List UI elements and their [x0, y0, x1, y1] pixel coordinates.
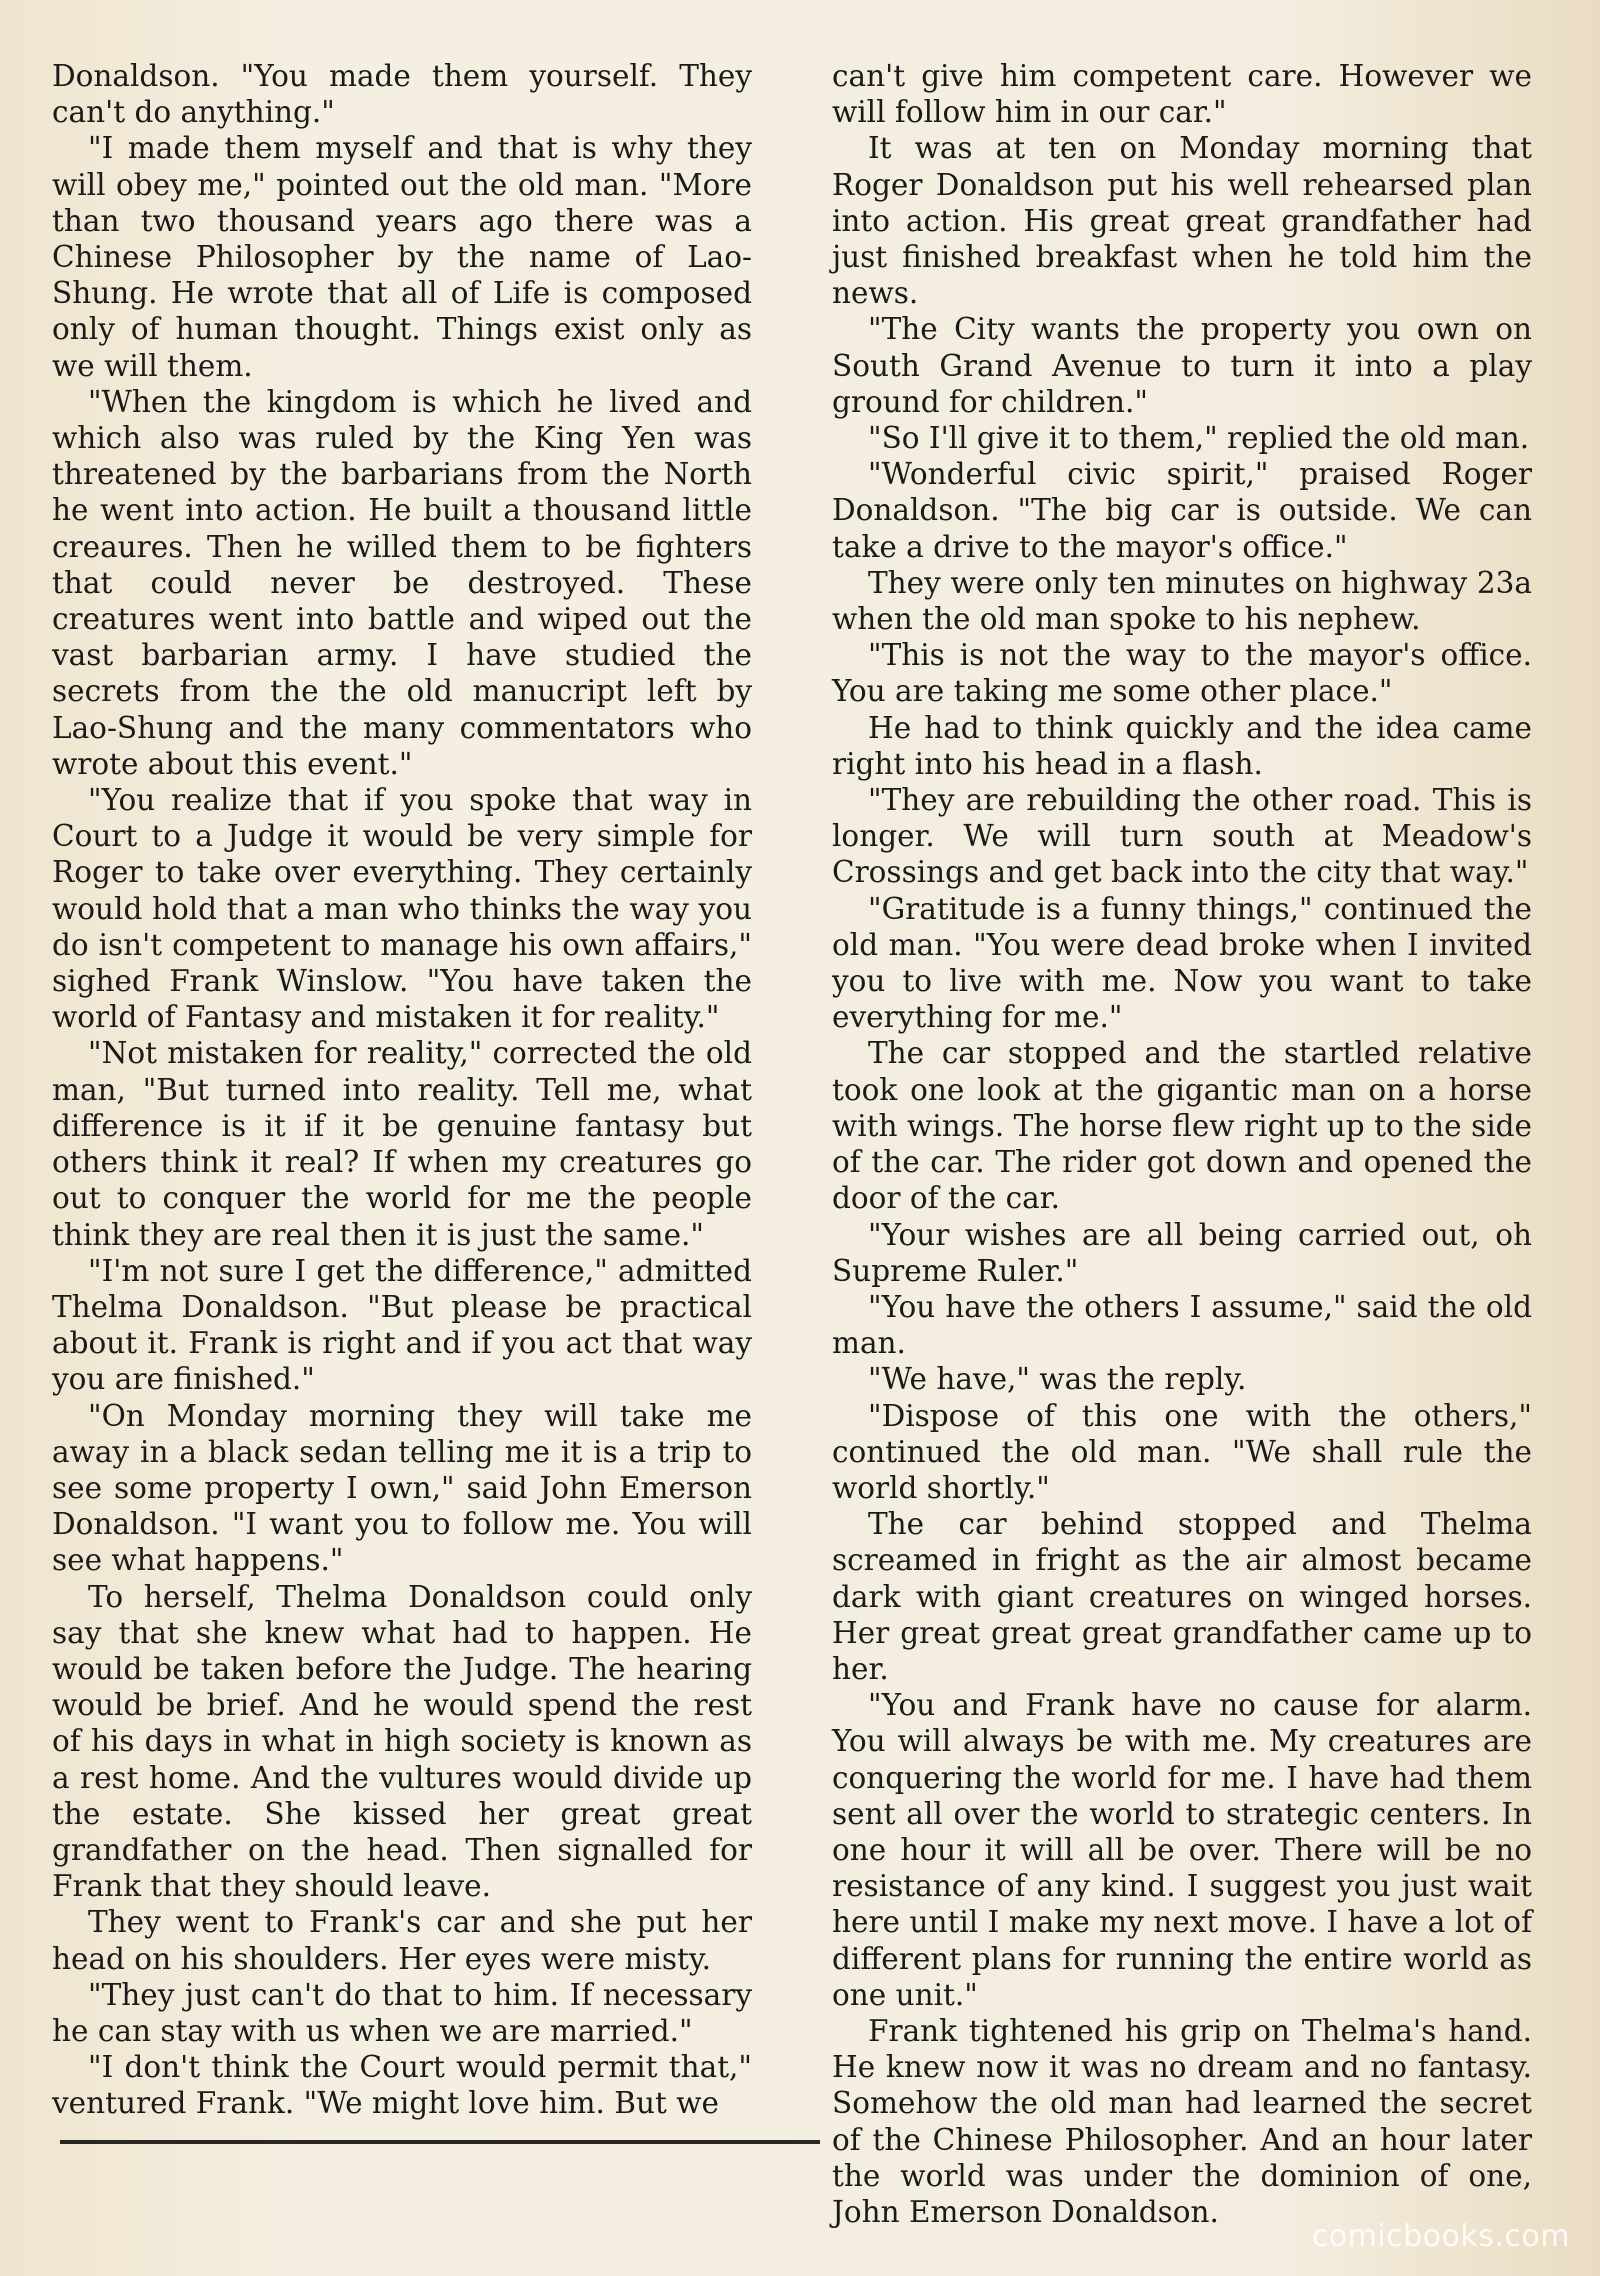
paragraph: They were only ten minutes on highway 23a when the old man spoke to his nephew.: [832, 565, 1532, 637]
paragraph: "I'm not sure I get the difference," admitted Thelma Donaldson. "But please be practical about it. Frank is right and if you act that way you are finished.": [52, 1253, 752, 1397]
paragraph: He had to think quickly and the idea came right into his head in a flash.: [832, 710, 1532, 781]
paragraph: "I don't think the Court would permit that," ventured Frank. "We might love him. But we: [52, 2050, 752, 2121]
bottom-rule: [60, 2140, 820, 2144]
paragraph: "Not mistaken for reality," corrected the old man, "But turned into reality. Tell me, what difference is it if it be genuine fantasy but others think it real? If when my creatures go out to conquer the world for me the people think they are real then it is just the same.": [52, 1036, 752, 1252]
paragraph: "Your wishes are all being carried out, oh Supreme Ruler.": [832, 1217, 1532, 1288]
paragraph: Donaldson. "You made them yourself. They can't do anything.": [52, 59, 752, 130]
paragraph: "We have," was the reply.: [868, 1362, 1247, 1397]
paragraph: Frank tightened his grip on Thelma's hand. He knew now it was no dream and no fantasy. Somehow the old man had learned the secret of the Chinese Philosopher. And an hour later the world was under the dominion of one, John Emerson Donaldson.: [832, 2013, 1532, 2229]
paragraph: It was at ten on Monday morning that Roger Donaldson put his well rehearsed plan into action. His great great grandfather had just finished breakfast when he told him the news.: [832, 131, 1532, 311]
paragraph: "You and Frank have no cause for alarm. You will always be with me. My creatures are conquering the world for me. I have had them sent all over the world to strategic centers. In one hour it will all be over. There will be no resistance of any kind. I suggest you just wait here until I make my next move. I have a lot of different plans for running the entire world as one unit.": [832, 1688, 1532, 2012]
paragraph: "Wonderful civic spirit," praised Roger Donaldson. "The big car is outside. We can take a drive to the mayor's office.": [832, 457, 1532, 564]
paragraph: "You have the others I assume," said the old man.: [832, 1289, 1532, 1361]
paragraph: The car behind stopped and Thelma screamed in fright as the air almost became dark with giant creatures on winged horses. Her great great great grandfather came up to her.: [832, 1507, 1532, 1686]
paragraph: "You realize that if you spoke that way in Court to a Judge it would be very simple for Roger to take over everything. They certainly would hold that a man who thinks the way you do isn't competent to manage his own affairs," sighed Frank Winslow. "You have taken the world of Fantasy and mistaken it for reality.": [52, 783, 752, 1035]
paragraph: "I made them myself and that is why they will obey me," pointed out the old man. "More than two thousand years ago there was a Chinese Philosopher by the name of Lao-Shung. He wrote that all of Life is composed only of human thought. Things exist only as we will them.: [52, 131, 752, 383]
paragraph: "Dispose of this one with the others," continued the old man. "We shall rule the world shortly.": [832, 1398, 1532, 1505]
left-text-column: [52, 58, 752, 2122]
paragraph: "On Monday morning they will take me away in a black sedan telling me it is a trip to see some property I own," said John Emerson Donaldson. "I want you to follow me. You will see what happens.": [52, 1398, 752, 1578]
right-text-column: [832, 58, 1532, 2230]
paragraph: "When the kingdom is which he lived and which also was ruled by the King Yen was threatened by the barbarians from the North he went into action. He built a thousand little creaures. Then he willed them to be fighters that could never be destroyed. These creatures went into battle and wiped out the vast barbarian army. I have studied the secrets from the the old manucript left by Lao-Shung and the many commentators who wrote about this event.": [52, 384, 752, 781]
paragraph: can't give him competent care. However we will follow him in our car.": [832, 59, 1532, 130]
paragraph: "So I'll give it to them," replied the old man.: [868, 421, 1530, 456]
paragraph: "The City wants the property you own on South Grand Avenue to turn it into a play ground for children.": [832, 312, 1532, 419]
paragraph: The car stopped and the startled relative took one look at the gigantic man on a horse with wings. The horse flew right up to the side of the car. The rider got down and opened the door of the car.: [832, 1036, 1532, 1216]
watermark: comicbooks.com: [1311, 2219, 1570, 2254]
paragraph: They went to Frank's car and she put her head on his shoulders. Her eyes were misty.: [52, 1905, 752, 1976]
paragraph: "Gratitude is a funny things," continued the old man. "You were dead broke when I invited you to live with me. Now you want to take everything for me.": [832, 891, 1532, 1035]
paragraph: "They are rebuilding the other road. This is longer. We will turn south at Meadow's Crossings and get back into the city that way.": [832, 783, 1532, 890]
paragraph: "This is not the way to the mayor's office. You are taking me some other place.": [832, 638, 1532, 709]
paragraph: To herself, Thelma Donaldson could only say that she knew what had to happen. He would be taken before the Judge. The hearing would be brief. And he would spend the rest of his days in what in high society is known as a rest home. And the vultures would divide up the estate. She kissed her great great grandfather on the head. Then signalled for Frank that they should leave.: [52, 1579, 752, 1904]
paragraph: "They just can't do that to him. If necessary he can stay with us when we are married.": [52, 1977, 752, 2048]
